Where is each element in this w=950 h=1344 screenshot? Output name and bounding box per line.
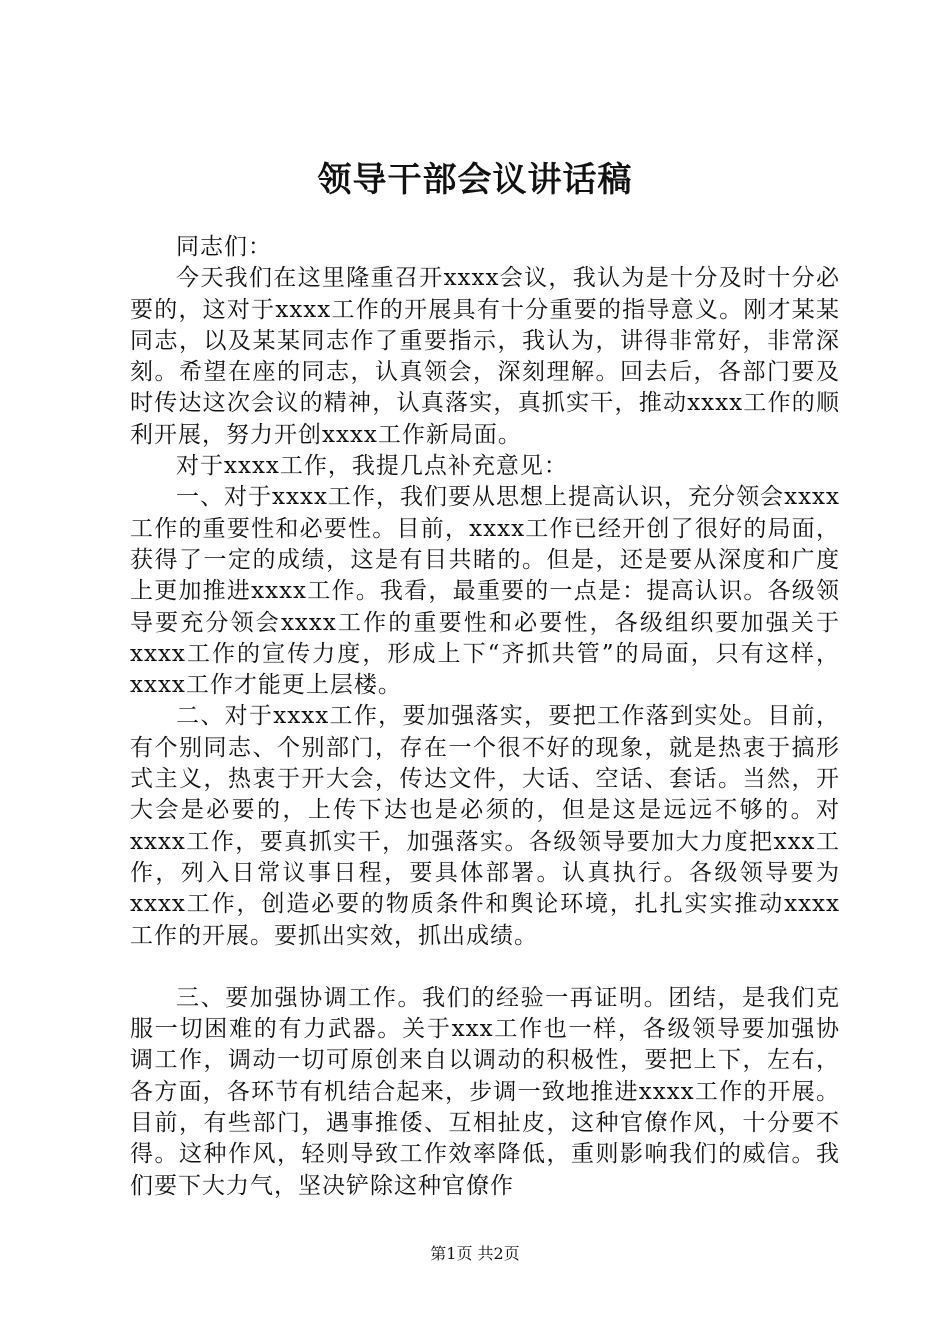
page-footer: 第1页 共2页 — [430, 1244, 520, 1263]
salutation: 同志们： — [176, 234, 272, 260]
document-body — [130, 232, 840, 1202]
paragraph-point-one: 一、对于xxxx工作，我们要从思想上提高认识，充分领会xxxx工作的重要性和必要性。目前，xxxx工作已经开创了很好的局面，获得了一定的成绩，这是有目共睹的。但是，还是要从深度和广度上更加推进xxxx工作。我看，最重要的一点是：提高认识。各级领导要充分领会xxxx工作的重要性和必要性，各级组织要加强关于xxxx工作的宣传力度，形成上下“齐抓共管”的局面，只有这样，xxxx工作才能更上层楼。 — [130, 484, 840, 699]
document-title: 领导干部会议讲话稿 — [317, 160, 633, 200]
paragraph-point-two: 二、对于xxxx工作，要加强落实，要把工作落到实处。目前，有个别同志、个别部门，存在一个很不好的现象，就是热衷于搞形式主义，热衷于开大会，传达文件，大话、空话、套话。当然，开大会是必要的，上传下达也是必须的，但是这是远远不够的。对xxxx工作，要真抓实干，加强落实。各级领导要加大力度把xxx工作，列入日常议事日程，要具体部署。认真执行。各级领导要为xxxx工作，创造必要的物质条件和舆论环境，扎扎实实推动xxxx工作的开展。要抓出实效，抓出成绩。 — [130, 703, 840, 949]
paragraph-intro: 今天我们在这里隆重召开xxxx会议，我认为是十分及时十分必要的，这对于xxxx工作的开展具有十分重要的指导意义。刚才某某同志，以及某某同志作了重要指示，我认为，讲得非常好，非常深刻。希望在座的同志，认真领会，深刻理解。回去后，各部门要及时传达这次会议的精神，认真落实，真抓实干，推动xxxx工作的顺利开展，努力开创xxxx工作新局面。 — [130, 265, 840, 448]
paragraph-point-three: 三、要加强协调工作。我们的经验一再证明。团结，是我们克服一切困难的有力武器。关于xxx工作也一样，各级领导要加强协调工作，调动一切可原创来自以调动的积极性，要把上下，左右，各方面，各环节有机结合起来，步调一致地推进xxxx工作的开展。目前，有些部门，遇事推倭、互相扯皮，这种官僚作风，十分要不得。这种作风，轻则导致工作效率降低，重则影响我们的威信。我们要下大力气，坚决铲除这种官僚作 — [130, 984, 840, 1199]
paragraph-transition: 对于xxxx工作，我提几点补充意见： — [176, 453, 568, 480]
